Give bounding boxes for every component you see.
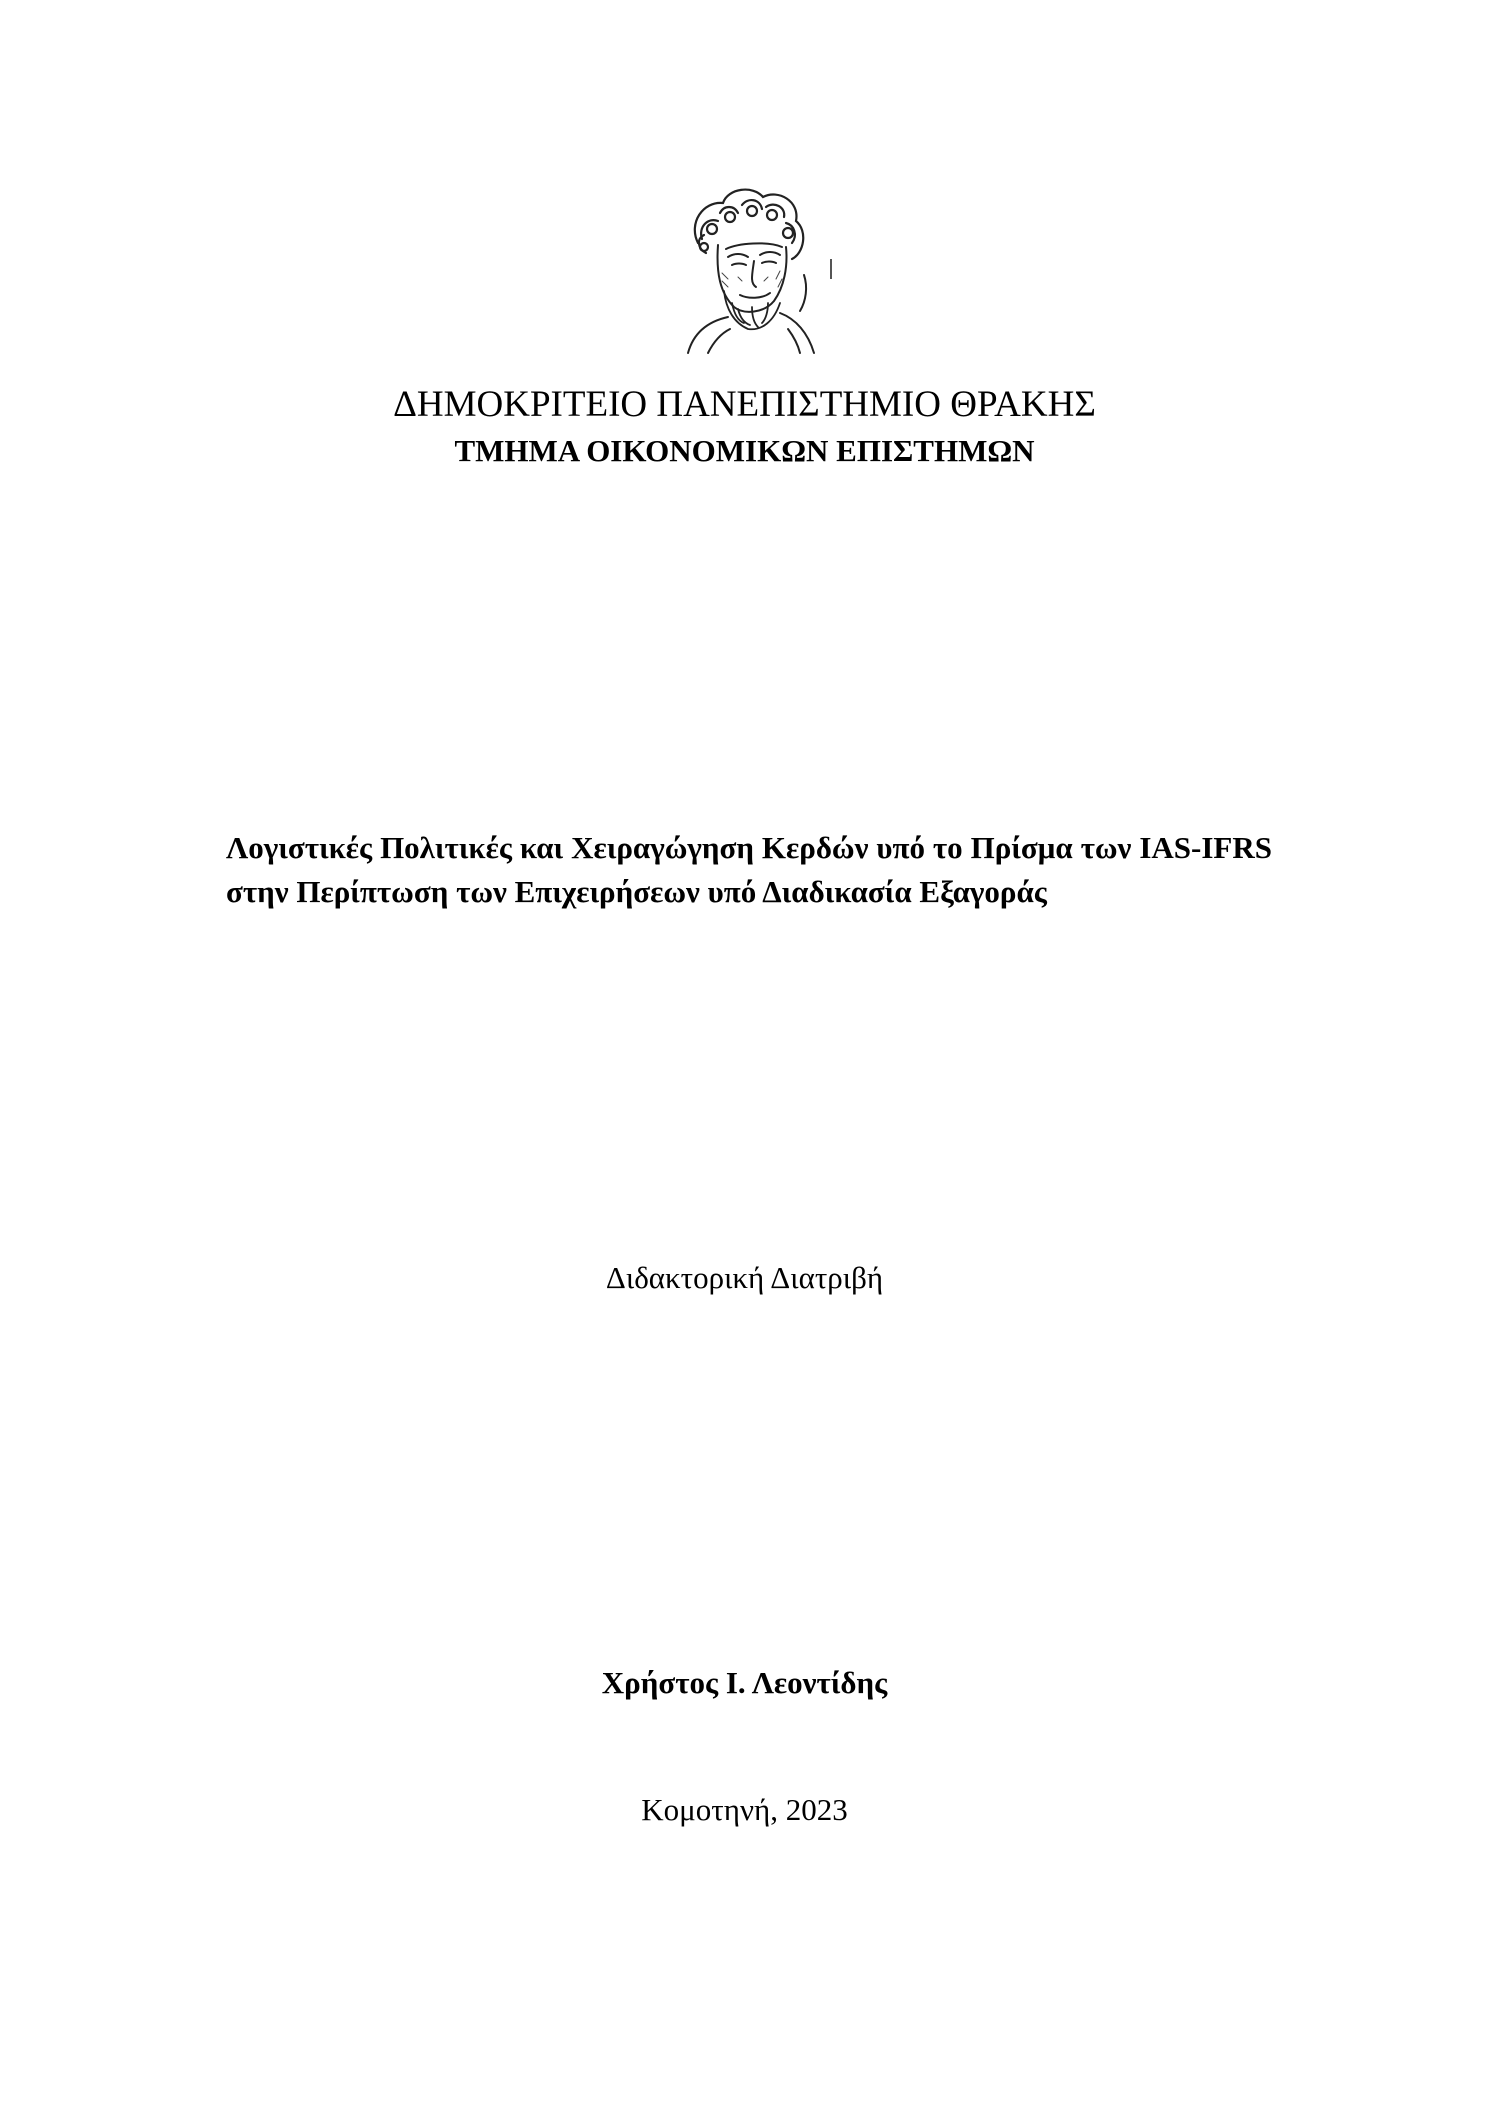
thesis-title: Λογιστικές Πολιτικές και Χειραγώγηση Κερδών υπό το Πρίσμα των IAS-IFRS στην Περίπτωση των Επιχειρήσεων υπό Διαδικασία Εξαγοράς	[226, 830, 1272, 909]
place-and-date: Κομοτηνή, 2023	[641, 1792, 848, 1827]
document-type: Διδακτορική Διατριβή	[605, 1260, 884, 1295]
department-name: ΤΜΗΜΑ ΟΙΚΟΝΟΜΙΚΩΝ ΕΠΙΣΤΗΜΩΝ	[454, 433, 1035, 468]
decorative-mark	[830, 259, 832, 279]
author-name: Χρήστος Ι. Λεοντίδης	[601, 1665, 888, 1700]
democritus-portrait-icon	[668, 183, 818, 355]
university-name: ΔΗΜΟΚΡΙΤΕΙΟ ΠΑΝΕΠΙΣΤΗΜΙΟ ΘΡΑΚΗΣ	[393, 384, 1096, 425]
